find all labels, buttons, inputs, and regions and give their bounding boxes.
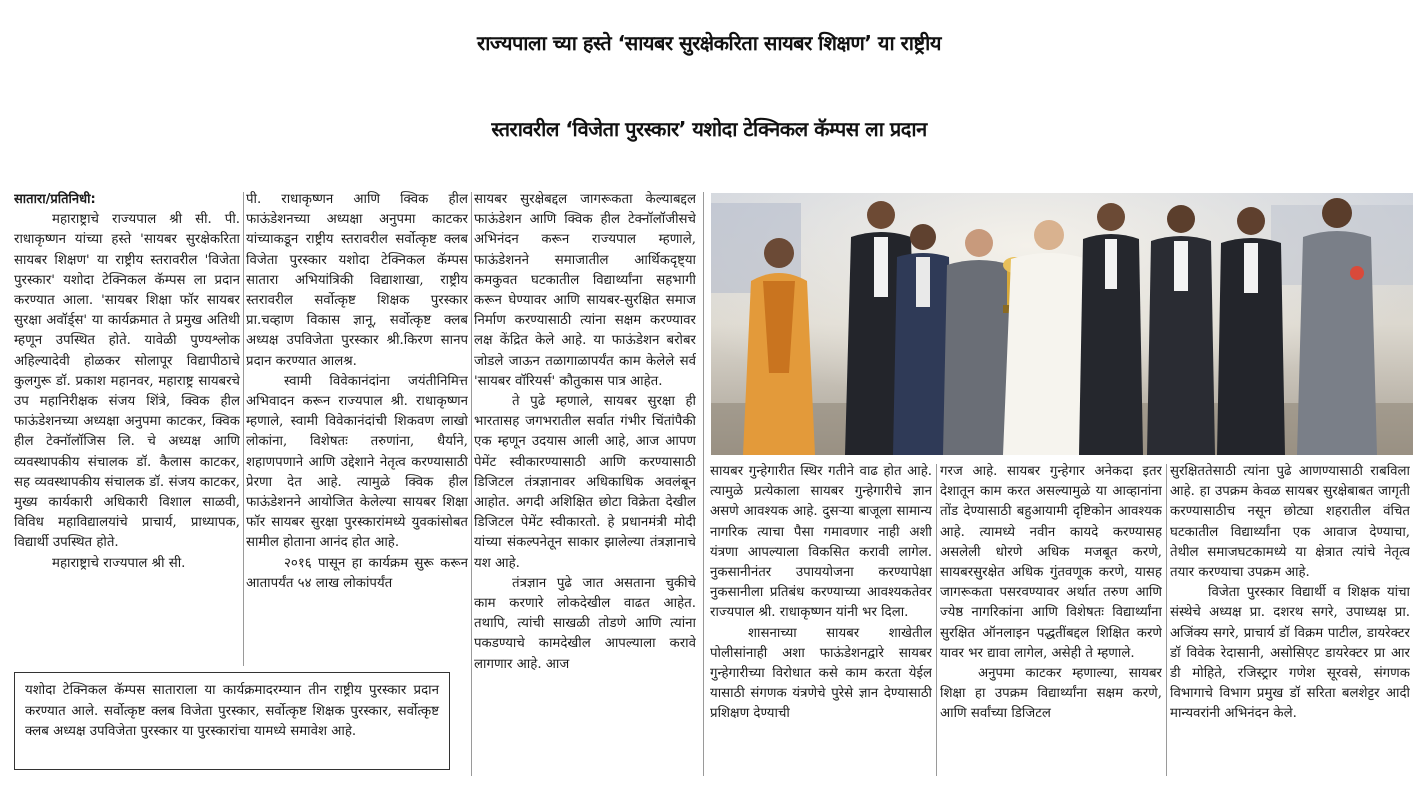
person-figure [1079, 203, 1143, 455]
paragraph: तंत्रज्ञान पुढे जात असताना चुकीचे काम करणारे लोकदेखील वाढत आहेत. तथापि, त्यांची साखळी तोडणे आणि त्यांना पकडण्याचे कामदेखील आपल्याला करावे लागणार आहे. आज [474, 575, 696, 672]
paragraph: सायबर गुन्हेगारीत स्थिर गतीने वाढ होत आहे. त्यामुळे प्रत्येकाला सायबर गुन्हेगारीचे ज्ञान असणे आवश्यक आहे. दुसऱ्या बाजूला सामान्य नागरिक त्याचा पैसा गमावणार नाही अशी यंत्रणा आपल्याला विकसित करावी लागेल. नुकसानीनंतर उपाययोजना करण्यापेक्षा नुकसानीला प्रतिबंध करण्याच्या आवश्यकतेवर राज्यपाल श्री. राधाकृष्णन यांनी भर दिला. [710, 464, 932, 621]
paragraph: सायबर सुरक्षेबद्दल जागरूकता केल्याबद्दल फाऊंडेशन आणि क्विक हील टेक्नॉलॉजीसचे अभिनंदन करून राज्यपाल म्हणाले, फाऊंडेशनने समाजातील आर्थिकदृष्ट्या कमकुवत घटकातील विद्यार्थ्यांना सहभागी करून घेण्यावर आणि सायबर-सुरक्षित समाज निर्माण करण्यासाठी त्यांना सक्षम करण्यावर लक्ष केंद्रित केले आहे. या फाऊंडेशन बरोबर जोडले जाऊन तळागाळापर्यंत काम केलेले सर्व 'सायबर वॉरियर्स' कौतुकास पात्र आहेत. [474, 192, 696, 389]
paragraph: सुरक्षिततेसाठी त्यांना पुढे आणण्यासाठी राबविला आहे. हा उपक्रम केवळ सायबर सुरक्षेबाबत जागृती करण्यासाठीच नसून छोट्या शहरातील वंचित घटकातील विद्यार्थ्यांना एक आवाज देण्याचा, तेथील समाजघटकामध्ये या क्षेत्रात त्यांचे नेतृत्व तयार करण्याचा उपक्रम आहे. [1170, 464, 1410, 581]
paragraph: २०१६ पासून हा कार्यक्रम सुरू करून आतापर्यंत ५४ लाख लोकांपर्यंत [246, 555, 468, 591]
person-figure [1217, 207, 1285, 455]
photo-illustration [711, 193, 1413, 455]
paragraph: महाराष्ट्राचे राज्यपाल श्री सी. पी. राधाकृष्णन यांच्या हस्ते 'सायबर सुरक्षेकरिता सायबर शिक्षण' या राष्ट्रीय स्तरावरील 'विजेता पुरस्कार' यशोदा टेक्निकल कॅम्पस ला प्रदान करण्यात आला. 'सायबर शिक्षा फॉर सायबर सुरक्षा अवॉर्ड्स' या कार्यक्रमात ते प्रमुख अतिथी म्हणून उपस्थित होते. यावेळी पुण्यश्लोक अहिल्यादेवी होळकर सोलापूर विद्यापीठाचे कुलगुरू डॉ. प्रकाश महानवर, महाराष्ट्र सायबरचे उप महानिरीक्षक संजय शिंत्रे, क्विक हील फाऊंडेशनच्या अध्यक्षा अनुपमा काटकर, क्विक हील टेक्नॉलॉजिस लि. चे अध्यक्ष आणि व्यवस्थापकीय संचालक डॉ. कैलास काटकर, सह व्यवस्थापकीय संचालक डॉ. संजय काटकर, मुख्य कार्यकारी अधिकारी विशाल साळवी, विविध महाविद्यालयांचे प्राचार्य, प्राध्यापक, विद्यार्थी उपस्थित होते. [14, 212, 240, 551]
article-column-1 [14, 190, 240, 668]
headline-line-2: स्तरावरील ‘विजेता पुरस्कार’ यशोदा टेक्निकल कॅम्पस ला प्रदान [491, 117, 927, 141]
paragraph: अनुपमा काटकर म्हणाल्या, सायबर शिक्षा हा उपक्रम विद्यार्थ्यांना सक्षम करणे, आणि सर्वांच्या डिजिटल [940, 666, 1162, 722]
article-column-4 [710, 462, 932, 780]
paragraph: महाराष्ट्राचे राज्यपाल श्री सी. [52, 555, 186, 571]
paragraph: गरज आहे. सायबर गुन्हेगार अनेकदा इतर देशातून काम करत असल्यामुळे या आव्हानांना तोंड देण्यासाठी बहुआयामी दृष्टिकोन आवश्यक आहे. त्यामध्ये नवीन कायदे करण्यासह असलेली धोरणे अधिक मजबूत करणे, सायबरसुरक्षेत अधिक गुंतवणूक करणे, यासह जागरूकता पसरवण्यावर अर्थात तरुण आणि ज्येष्ठ नागरिकांना आणि विशेषतः विद्यार्थ्यांना सुरक्षित ऑनलाइन पद्धतींबद्दल शिक्षित करणे यावर भर द्यावा लागेल, असेही ते म्हणाले. [940, 464, 1162, 661]
column-rule [471, 192, 472, 776]
column-rule [703, 192, 704, 776]
column-rule [936, 464, 937, 776]
paragraph: स्वामी विवेकानंदांना जयंतीनिमित्त अभिवादन करून राज्यपाल श्री. राधाकृष्णन म्हणाले, स्वामी विवेकानंदांची शिकवण लाखो लोकांना, विशेषतः तरुणांना, धैर्याने, शहाणपणाने आणि उद्देशाने नेतृत्व करण्यासाठी प्रेरणा देत आहे. त्यामुळे क्विक हील फाऊंडेशनने आयोजित केलेल्या सायबर शिक्षा फॉर सायबर सुरक्षा पुरस्कारांमध्ये युवकांसोबत सामील होताना आनंद होत आहे. [246, 373, 468, 551]
column-rule [1166, 464, 1167, 776]
headline-line-1: राज्यपाला च्या हस्ते ‘सायबर सुरक्षेकरिता सायबर शिक्षण’ या राष्ट्रीय [477, 31, 941, 55]
paragraph: शासनाच्या सायबर शाखेतील पोलीसांनाही अशा फाऊंडेशनद्वारे सायबर गुन्हेगारीच्या विरोधात कसे काम करता येईल यासाठी संगणक यंत्रणेचे पुरेसे ज्ञान देण्यासाठी प्रशिक्षण देण्याची [710, 625, 932, 722]
dateline: सातारा/प्रतिनिधी: [14, 192, 96, 207]
paragraph: ते पुढे म्हणाले, सायबर सुरक्षा ही भारतासह जगभरातील सर्वात गंभीर चिंतांपैकी एक म्हणून उदयास आली आहे, आज आपण पेमेंट स्वीकारण्यासाठी आणि करण्यासाठी डिजिटल तंत्रज्ञानावर अधिकाधिक अवलंबून आहोत. अगदी अशिक्षित छोटा विक्रेता देखील डिजिटल पेमेंट स्वीकारतो. हे प्रधानमंत्री मोदी यांच्या संकल्पनेतून साकार झालेल्या तंत्रज्ञानाचे यश आहे. [474, 394, 696, 571]
paragraph: विजेता पुरस्कार विद्यार्थी व शिक्षक यांचा संस्थेचे अध्यक्ष प्रा. दशरथ सगरे, उपाध्यक्ष प्रा. अजिंक्य सगरे, प्राचार्य डॉ विक्रम पाटील, डायरेक्टर डॉ विवेक रेदासानी, असोसिएट डायरेक्टर प्रा आर डी मोहिते, रजिस्ट्रार गणेश सूरवसे, संगणक विभागाचे विभाग प्रमुख डॉ सरिता बलशेट्टर आदी मान्यवरांनी अभिनंदन केले. [1170, 585, 1410, 722]
highlight-box [14, 672, 450, 770]
paragraph: पी. राधाकृष्णन आणि क्विक हील फाऊंडेशनच्या अध्यक्षा अनुपमा काटकर यांच्याकडून राष्ट्रीय स्तरावरील सर्वोत्कृष्ट क्लब विजेता पुरस्कार यशोदा टेक्निकल कॅम्पस सातारा अभियांत्रिकी विद्याशाखा, राष्ट्रीय स्तरावरील सर्वोत्कृष्ट शिक्षक पुरस्कार प्रा.चव्हाण विकास ज्ञानू, सर्वोत्कृष्ट क्लब अध्यक्ष उपविजेता पुरस्कार श्री.किरण सानप प्रदान करण्यात आलश्र. [246, 192, 468, 369]
column-rule [243, 192, 244, 666]
article-column-2 [246, 190, 468, 668]
article-column-3 [474, 190, 696, 778]
article-column-5 [940, 462, 1162, 780]
person-figure [1297, 198, 1377, 455]
person-figure [1147, 205, 1215, 455]
article-column-6 [1170, 462, 1410, 780]
award-ceremony-photo [711, 193, 1413, 455]
highlight-box-text: यशोदा टेक्निकल कॅम्पस साताराला या कार्यक्रमादरम्यान तीन राष्ट्रीय पुरस्कार प्रदान करण्यात आले. सर्वोत्कृष्ट क्लब विजेता पुरस्कार, सर्वोत्कृष्ट शिक्षक पुरस्कार, सर्वोत्कृष्ट क्लब अध्यक्ष उपविजेता पुरस्कार या पुरस्कारांचा यामध्ये समावेश आहे. [25, 683, 439, 739]
